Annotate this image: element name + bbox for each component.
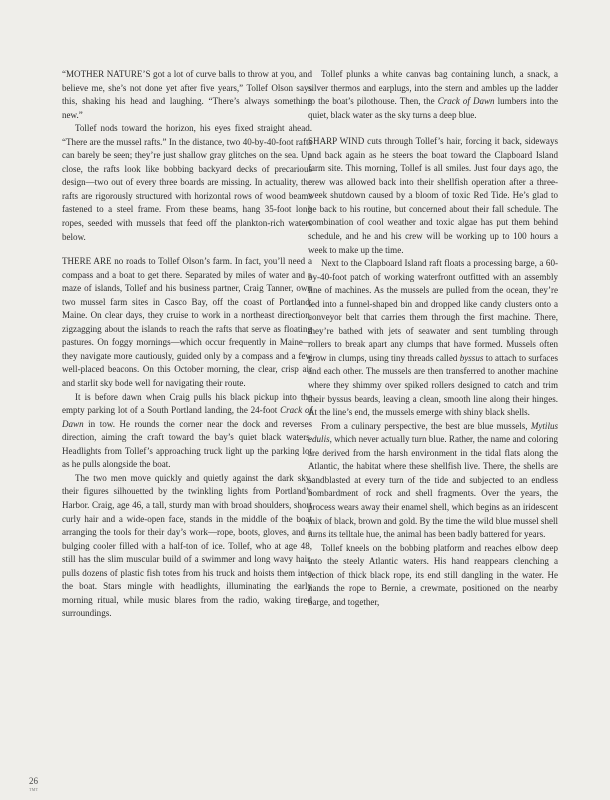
paragraph: From a culinary perspective, the best are blue mussels, Mytilus edulis, which never actually turn blue. Rather, the name and coloring are derived from the harsh environment in the tidal flats along the Atlantic, the habitat where these shellfish live. There, the shells are sandblasted at every turn of the tide and subjected to an endless bombardment of rock and shell fragments. Over the years, the process wears away their enamel shell, which begins as an iridescent mix of black, brown and gold. By the time the wild blue mussel shell turns its telltale hue, the animal has been badly battered for years. xyxy=(308,420,559,540)
paragraph: “MOTHER NATURE’S got a lot of curve balls to throw at you, and believe me, she’s not done yet after five years,” Tollef Olson says this, shaking his head and laughing. “There’s always something new.” xyxy=(62,69,312,120)
paragraph: It is before dawn when Craig pulls his black pickup into the empty parking lot of a South Portland landing, the 24-foot Crack of Dawn in tow. He rounds the corner near the dock and reverses direction, aiming the craft toward the bay’s quiet black waters. Headlights from Tollef’s approaching truck light up the parking lot as he pulls alongside the boat. xyxy=(62,391,312,470)
right-text-column xyxy=(308,68,558,609)
species-name: Mytilus edulis xyxy=(308,420,558,445)
paragraph: Tollef kneels on the bobbing platform and reaches elbow deep into the steely Atlantic waters. His hand reappears clenching a section of thick black rope, its end still dangling in the water. He hands the rope to Bernie, a crewmate, positioned on the nearby barge, and together, xyxy=(308,542,558,607)
paragraph: Next to the Clapboard Island raft floats a processing barge, a 60-by-40-foot patch of working waterfront outfitted with an assembly line of machines. As the mussels are pulled from the ocean, they’re fed into a funnel-shaped bin and dropped like candy clusters onto a conveyor belt that carries them through the first machine. There, they’re bathed with jets of seawater and sent tumbling through rollers to break apart any clumps that have formed. Mussels often grow in clumps, using tiny threads called byssus to attach to surfaces and each other. The mussels are then transferred to another machine where they shimmy over spiked rollers designed to catch and trim their byssus beards, leaving a clean, smooth line along their hinges. At the line’s end, the mussels emerge with shiny black shells. xyxy=(308,258,558,418)
section-paragraph: SHARP WIND cuts through Tollef’s hair, forcing it back, sideways and back again as he steers the boat toward the Clapboard Island farm site. This morning, Tollef is all smiles. Just four days ago, the crew was allowed back into their shellfish operation after a three-week shutdown caused by a bloom of toxic Red Tide. He’s glad to be back to his routine, but concerned about their fall schedule. The combination of cool weather and toxic algae has put them behind schedule, and he and his crew will be working up to 100 hours a week to make up the time. xyxy=(308,136,558,255)
paragraph: The two men move quickly and quietly against the dark sky, their figures silhouetted by the twinkling lights from Portland’s Harbor. Craig, age 46, a tall, sturdy man with broad shoulders, short curly hair and a wide-open face, stands in the middle of the boat arranging the tools for their day’s work—rope, boots, gloves, and a bulging cooler filled with a half-ton of ice. Tollef, who at age 48, still has the slim muscular build of a swimmer and long wavy hair, pulls dozens of plastic fish totes from his truck and hoists them into the boat. Stars mingle with headlights, illuminating the early morning ritual, while music blares from the radio, waking tired surroundings. xyxy=(62,472,312,619)
boat-name: Crack of Dawn xyxy=(62,405,312,429)
folio-mark: TMT xyxy=(29,787,39,792)
page-number: 26 xyxy=(29,776,38,786)
paragraph: Tollef nods toward the horizon, his eyes fixed straight ahead. “There are the mussel rafts.” In the distance, two 40-by-40-foot rafts can barely be seen; they’re just shallow gray glitches on the sea. Up close, the rafts look like bobbing backyard decks of precarious design—two out of every three boards are missing. In actuality, the rafts are rigorously structured with horizontal rows of wood beams fastened to a steel frame. From these beams, hang 35-foot long ropes, seeded with mussels that feed off the plankton-rich waters below. xyxy=(62,123,312,242)
scientific-term: byssus xyxy=(459,352,484,363)
boat-name: Crack of Dawn xyxy=(437,96,495,107)
section-paragraph: THERE ARE no roads to Tollef Olson’s farm. In fact, you’ll need a compass and a boat to get there. Separated by miles of water and a maze of islands, Tollef and his business partner, Craig Tanner, own two mussel farm sites in Casco Bay, off the coast of Portland, Maine. On clear days, they cruise to work in a northeast direction, zigzagging about the islands to reach the rafts that serve as floating pastures. On foggy mornings—which occur frequently in Maine—they navigate more cautiously, guided only by a compass and a few well-placed beacons. On this October morning, the clear, crisp air and starlit sky bode well for navigating their route. xyxy=(62,256,312,389)
paragraph: Tollef plunks a white canvas bag containing lunch, a snack, a silver thermos and earplugs, into the stern and ambles up the ladder to the boat’s pilothouse. Then, the Crack of Dawn lumbers into the quiet, black water as the sky turns a deep blue. xyxy=(308,69,559,120)
left-text-column xyxy=(62,68,312,621)
